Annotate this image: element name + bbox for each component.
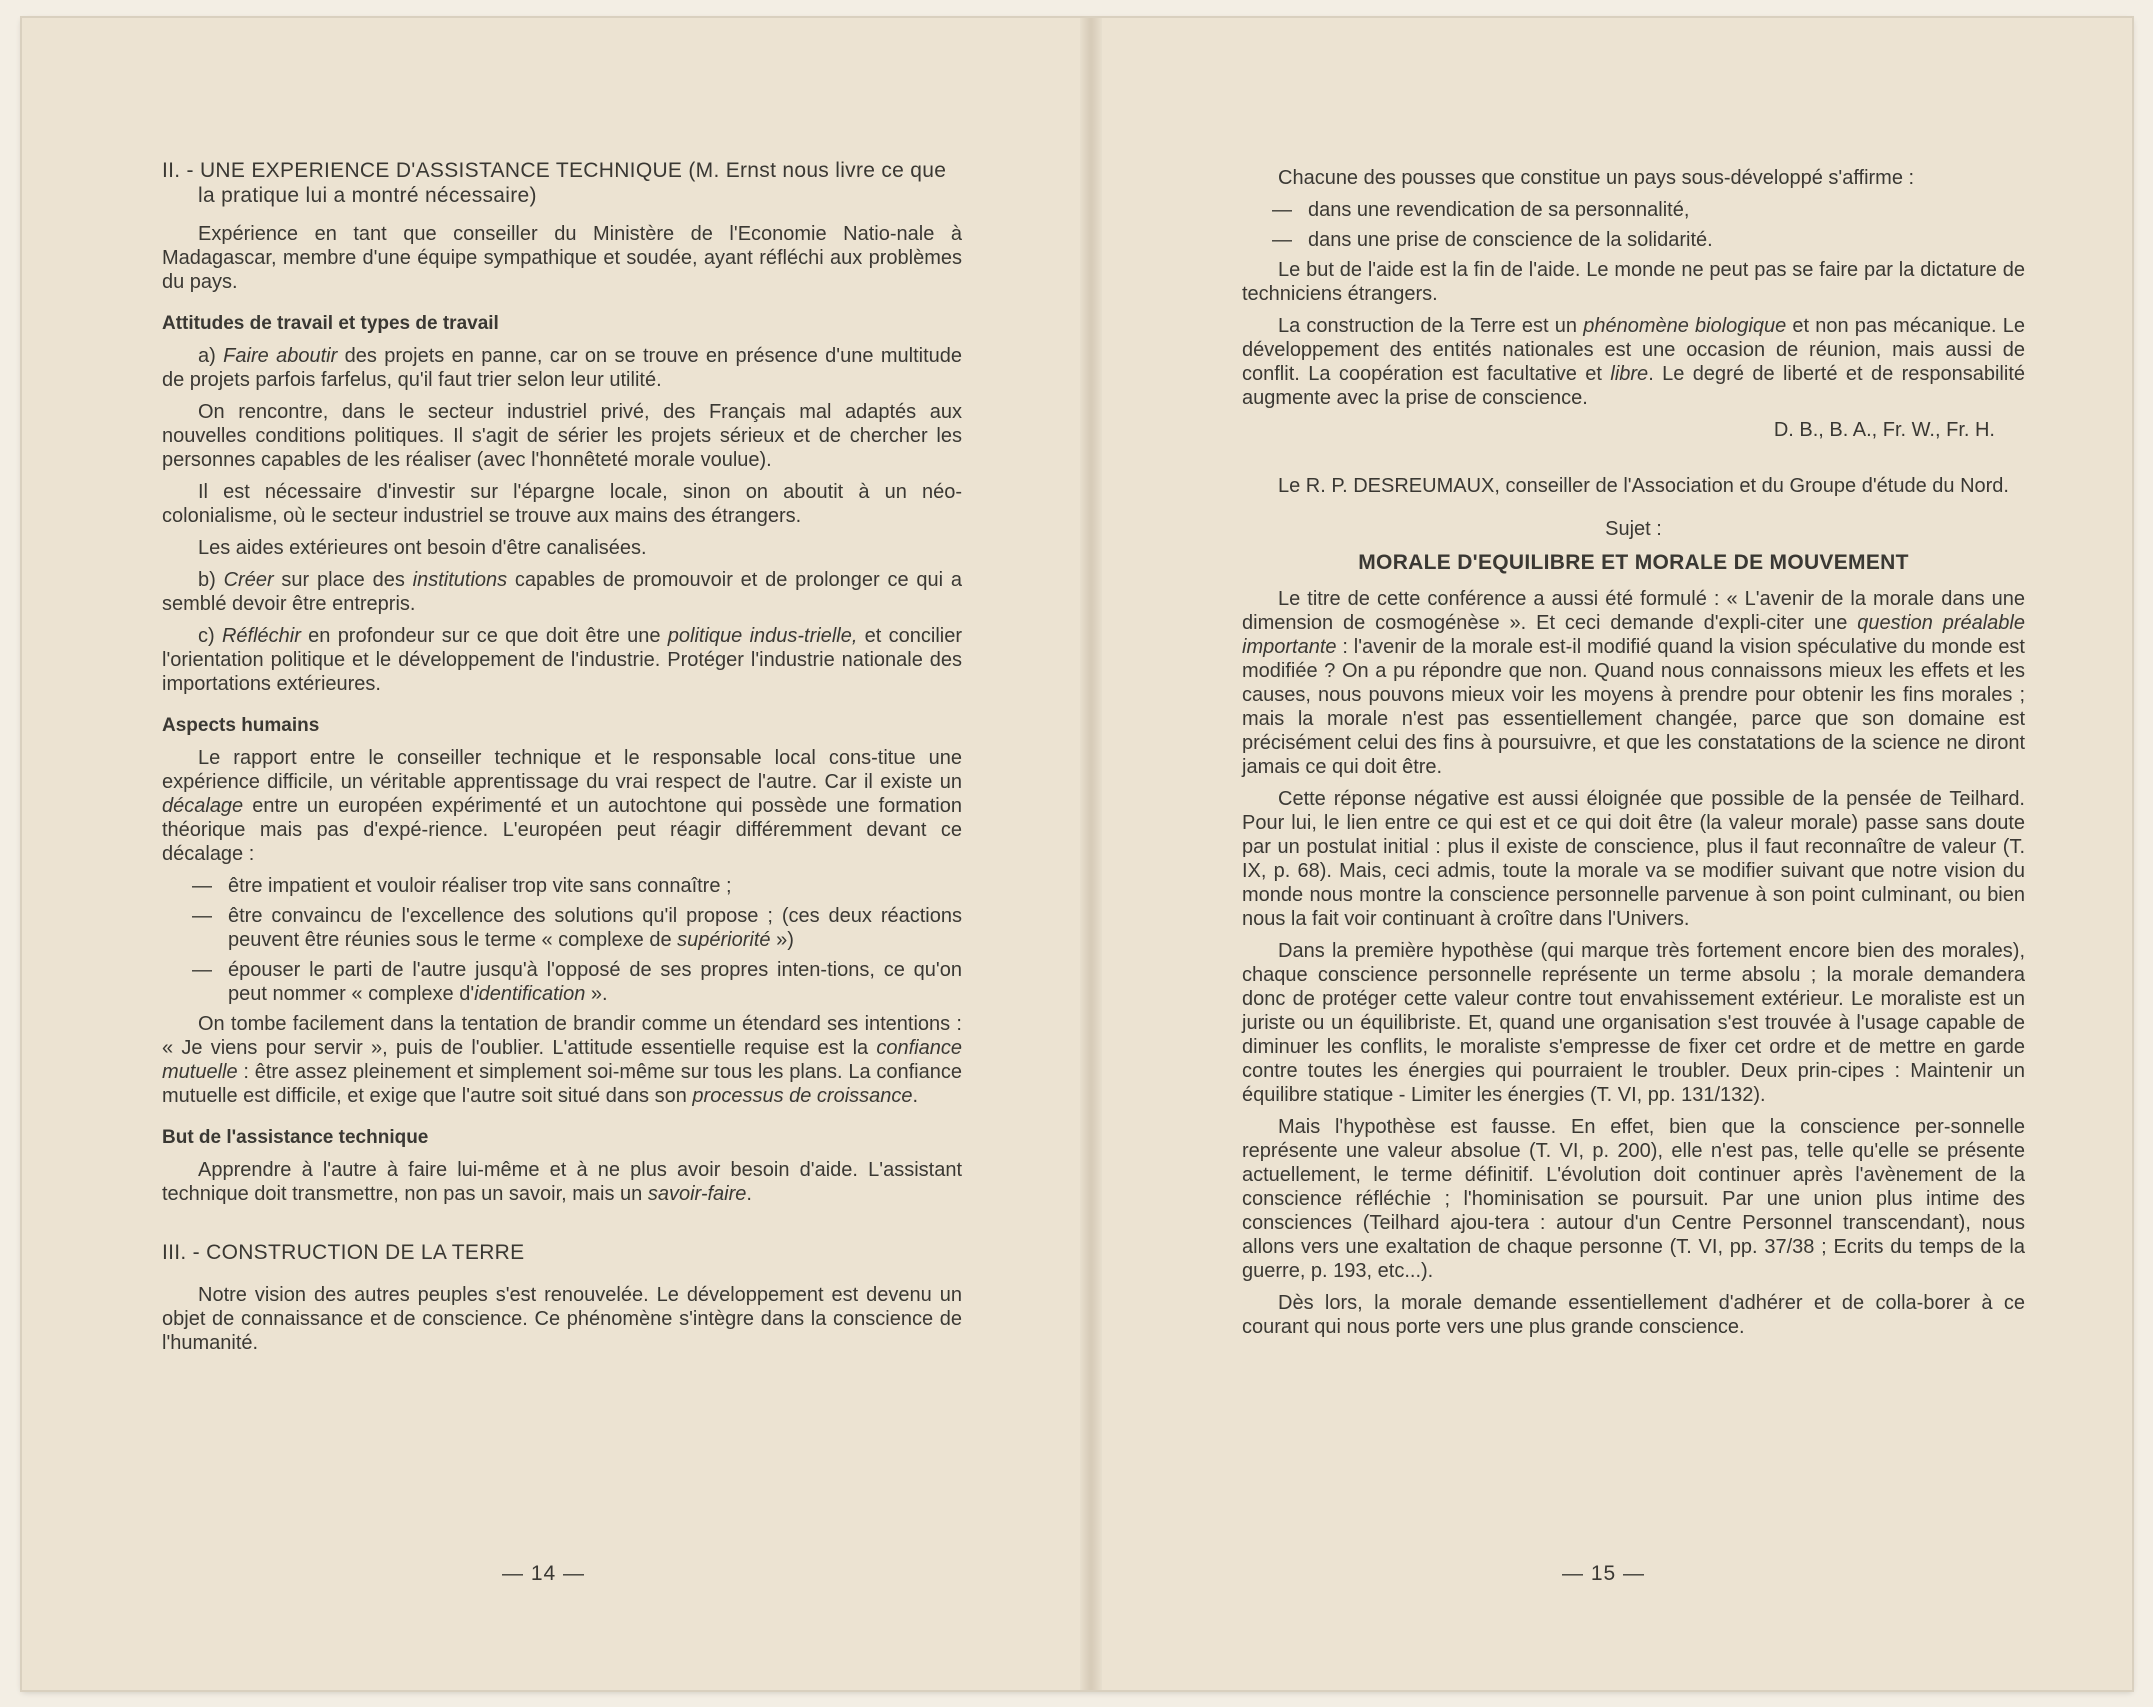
- dash-item-solidarite: — dans une prise de conscience de la solidarité.: [1272, 229, 1713, 251]
- right-column: [1242, 166, 2025, 1347]
- paragraph-b: b) Créer sur place des institutions capables de promouvoir et de prolonger ce qui a semblé devoir être entrepris.: [162, 569, 963, 615]
- subheading-but: But de l'assistance technique: [162, 1127, 429, 1148]
- paragraph-rapport: Le rapport entre le conseiller technique et le responsable local cons-titue une expérience difficile, un véritable apprentissage du vrai respect de l'autre. Car il existe un décalage entre un européen expérimenté et un autochtone qui possède une formation théorique mais pas d'expé-rience. L'européen peut réagir différemment devant ce décalage :: [162, 747, 962, 865]
- section-3-title: III. - CONSTRUCTION DE LA TERRE: [162, 1241, 525, 1264]
- sujet-label: Sujet :: [1605, 518, 1662, 540]
- paragraph-epargne: Il est nécessaire d'investir sur l'épargne locale, sinon on aboutit à un néo-colonialisme, où le secteur industriel se trouve aux mains des étrangers.: [162, 481, 962, 527]
- paragraph-rencontre: On rencontre, dans le secteur industriel privé, des Français mal adaptés aux nouvelles conditions politiques. Il s'agit de sérier les projets sérieux et de chercher les personnes capables de les réaliser (avec l'honnêteté morale voulue).: [162, 401, 962, 471]
- left-column: [162, 158, 962, 1363]
- speaker-line: Le R. P. DESREUMAUX, conseiller de l'Association et du Groupe d'étude du Nord.: [1278, 475, 2009, 497]
- dash-item-epouser: — épouser le parti de l'autre jusqu'à l'opposé de ses propres inten-tions, ce qu'on peut nommer « complexe d'identification ».: [192, 959, 962, 1005]
- subheading-aspects-humains: Aspects humains: [162, 715, 320, 736]
- dash-item-convaincu: — être convaincu de l'excellence des solutions qu'il propose ; (ces deux réactions peuvent être réunies sous le terme « complexe de supériorité »): [192, 905, 962, 951]
- paragraph-hypothese: Dans la première hypothèse (qui marque très fortement encore bien des morales), chaque conscience personnelle représente un terme absolu ; la morale demandera donc de protéger cette valeur contre tout envahissement extérieur. Le moraliste est un juriste ou un équilibriste. Et, quand une organisation s'est trouvée à l'usage capable de diminuer les conflits, le moraliste s'empresse de fixer cet ordre et de mettre en garde contre toutes les énergies qui pourraient le troubler. Deux prin-cipes : Maintenir un équilibre statique - Limiter les énergies (T. VI, pp. 131/132).: [1242, 940, 2025, 1106]
- subject-title: MORALE D'EQUILIBRE ET MORALE DE MOUVEMENT: [1358, 551, 1909, 574]
- signature: D. B., B. A., Fr. W., Fr. H.: [1773, 419, 1995, 441]
- paragraph-vision: Notre vision des autres peuples s'est renouvelée. Le développement est devenu un objet de connaissance et de conscience. Ce phénomène s'intègre dans la conscience de l'humanité.: [162, 1284, 962, 1354]
- subheading-attitudes: Attitudes de travail et types de travail: [162, 313, 499, 334]
- section-2-title: II. - UNE EXPERIENCE D'ASSISTANCE TECHNIQUE (M. Ernst nous livre ce que la pratique lui a montré nécessaire): [162, 159, 947, 207]
- right-page: [1102, 18, 2132, 1690]
- paragraph-apprendre: Apprendre à l'autre à faire lui-même et à ne plus avoir besoin d'aide. L'assistant technique doit transmettre, non pas un savoir, mais un savoir-faire.: [162, 1159, 962, 1205]
- paragraph-reponse: Cette réponse négative est aussi éloignée que possible de la pensée de Teilhard. Pour lui, le lien entre ce qui est et ce qui doit être (la valeur morale) passe sans doute par un postulat initial : plus il existe de conscience, plus il faut reconnaître de valeur (T. IX, p. 68). Mais, ceci admis, toute la morale va se modifier suivant que notre vision du monde nous montre la conscience personnelle parvenue à son point culminant, ou bien nous la fait voir continuant à croître dans l'Univers.: [1242, 788, 2025, 930]
- paragraph-tombe: On tombe facilement dans la tentation de brandir comme un étendard ses intentions : « Je viens pour servir », puis de l'oublier. L'attitude essentielle requise est la confiance mutuelle : être assez pleinement et simplement soi-même sur tous les plans. La confiance mutuelle est difficile, et exige que l'autre soit situé dans son processus de croissance.: [162, 1013, 962, 1107]
- paragraph-but-aide: Le but de l'aide est la fin de l'aide. Le monde ne peut pas se faire par la dictature de techniciens étrangers.: [1242, 259, 2025, 305]
- dash-item-revendication: — dans une revendication de sa personnalité,: [1272, 199, 1690, 221]
- binding-gutter: [1080, 18, 1102, 1690]
- paragraph-c: c) Réfléchir en profondeur sur ce que doit être une politique indus-trielle, et concilier l'orientation politique et le développement de l'industrie. Protéger l'industrie nationale des importations extérieures.: [162, 625, 962, 695]
- page-number-14: — 14 —: [502, 1562, 586, 1585]
- paragraph-fausse: Mais l'hypothèse est fausse. En effet, bien que la conscience per-sonnelle représente une valeur absolue (T. VI, p. 200), elle n'est pas, telle qu'elle se présente actuellement, le terme définitif. L'évolution doit continuer après l'avènement de la conscience réfléchie ; l'hominisation se poursuit. Par une union plus intime des consciences (Teilhard ajou-tera : autour d'un Centre Personnel transcendant), nous allons vers une exaltation de chaque personne (T. VI, pp. 37/38 ; Ecrits du temps de la guerre, p. 193, etc...).: [1242, 1116, 2025, 1282]
- paragraph-pousses: Chacune des pousses que constitue un pays sous-développé s'affirme :: [1278, 167, 1915, 189]
- page-number-15: — 15 —: [1562, 1562, 1646, 1585]
- paragraph-titre: Le titre de cette conférence a aussi été formulé : « L'avenir de la morale dans une dimension de cosmogénèse ». Et ceci demande d'expli-citer une question préalable importante : l'avenir de la morale est-il modifié quand la vision spéculative du monde est modifiée ? On a pu répondre que non. Quand nous connaissons mieux les effets et les causes, nous pouvons mieux voir les moyens à prendre pour obtenir les fins morales ; mais la morale n'est pas essentiellement changée, parce que son domaine est précisément celui des fins à poursuivre, et que les constatations de la science ne diront jamais ce qui doit être.: [1242, 588, 2025, 778]
- left-page: [22, 18, 1080, 1690]
- dash-item-impatient: — être impatient et vouloir réaliser trop vite sans connaître ;: [192, 875, 732, 897]
- booklet-spread: [22, 18, 2132, 1690]
- intro-paragraph: Expérience en tant que conseiller du Ministère de l'Economie Natio-nale à Madagascar, membre d'une équipe sympathique et soudée, ayant réfléchi aux problèmes du pays.: [162, 223, 962, 293]
- paragraph-aides: Les aides extérieures ont besoin d'être canalisées.: [198, 537, 647, 559]
- paragraph-construction: La construction de la Terre est un phénomène biologique et non pas mécanique. Le développement des entités nationales est une occasion de réunion, mais aussi de conflit. La coopération est facultative et libre. Le degré de liberté et de responsabilité augmente avec la prise de conscience.: [1242, 315, 2025, 409]
- paragraph-a: a) Faire aboutir des projets en panne, car on se trouve en présence d'une multitude de projets parfois farfelus, qu'il faut trier selon leur utilité.: [162, 345, 963, 391]
- paragraph-des-lors: Dès lors, la morale demande essentiellement d'adhérer et de colla-borer à ce courant qui nous porte vers une plus grande conscience.: [1242, 1292, 2025, 1338]
